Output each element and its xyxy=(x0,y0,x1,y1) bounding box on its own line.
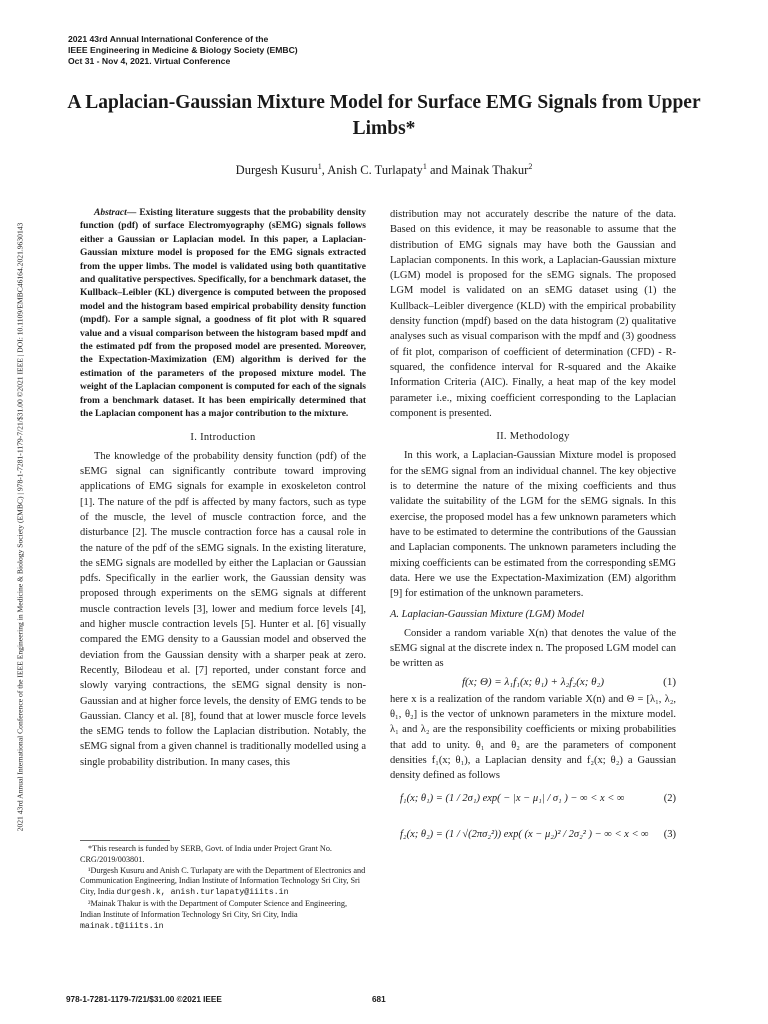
subsection-a-para-1: Consider a random variable X(n) that denotes the value of the sEMG signal at the discrete index n. The proposed LGM model can be written as xyxy=(390,627,676,670)
section-1-heading: I. Introduction xyxy=(190,431,256,443)
page-number: 681 xyxy=(372,995,386,1004)
doi-sidebar xyxy=(13,96,27,958)
author-1: Durgesh Kusuru xyxy=(235,163,318,178)
author-3: Mainak Thakur xyxy=(451,163,529,178)
footnote-rule xyxy=(80,840,170,841)
abstract-label: Abstract xyxy=(94,208,127,218)
conference-line-3: Oct 31 - Nov 4, 2021. Virtual Conference xyxy=(68,56,231,67)
author-3-affil: 2 xyxy=(528,162,533,171)
subsection-a-heading: A. Laplacian-Gaussian Mixture (LGM) Model xyxy=(390,609,585,621)
equation-2 xyxy=(390,783,676,819)
equation-2-body: f₁(x; θ₁) = (1 / 2σ₁) exp( − |x − μ₁| / σ₁ ) − ∞ < x < ∞ xyxy=(400,793,625,805)
paper-title: A Laplacian-Gaussian Mixture Model for Surface EMG Signals from Upper Limbs* xyxy=(67,92,701,139)
author-2: Anish C. Turlapaty xyxy=(327,163,423,178)
footnote-affil-2-text: ²Mainak Thakur is with the Department of Computer Science and Engineering, Indian Institute of Information Technology Sri City, Sri City, India xyxy=(80,898,348,919)
footnote-affil-1-text: ¹Durgesh Kusuru and Anish C. Turlapaty are with the Department of Electronics and Communication Engineering, Indian Institute of Information Technology Sri City, Sri City, India xyxy=(80,865,366,897)
abstract xyxy=(80,207,366,422)
methodology-text: In this work, a Laplacian-Gaussian Mixture model is proposed for the sEMG signal from an individual channel. The key objective is to determine the nature of the mixing coefficients and thus validate the suitability of the LGM for the sEMG signals. In this exercise, the proposed model has a few unknown parameters which have to be estimated to determine the contributions of the Gaussian and Laplacian components. The unknown parameters including the mixing coefficients can be estimated from the corresponding sEMG data. Here we use the Expectation-Maximization (EM) algorithm [9] for estimation of the unknown parameters. xyxy=(390,450,676,600)
sidebar-text: 2021 43rd Annual International Conference of the IEEE Engineering in Medicine & Biology Society (EMBC) | 978-1-7281-1179-7/21/$31.00 ©2021 IEEE | DOI: 10.1109/EMBC46164.2021.9630143 xyxy=(15,222,25,832)
equation-1-body: f(x; Θ) = λ₁f₁(x; θ₁) + λ₂f₂(x; θ₂) xyxy=(461,675,605,688)
introduction-text: The knowledge of the probability density function (pdf) of the sEMG signal can significantly contribute toward improving applications of EMG signals for example in exoskeleton control [1]. The nature of the pdf is affected by many factors, such as type of the muscle, the level of muscle contraction force, and the disturbance [2]. The muscle contraction force has a causal role in the nature of the pdf of the sEMG signals. In the existing literature, the sEMG signals are modelled by either the Laplacian or Gaussian pdfs. Specifically in the earlier work, the Gaussian density was proposed through experiments on the sEMG signals at different muscle contraction levels [3], lower and medium force levels [4], and higher muscle contraction levels [5]. Hunter et al. [6] visually compared the EMG density to a Gaussian model and observed the deviation from the Gaussian density with a sharper peak at zero. Recently, Bilodeau et al. [7] reported, under constant force and slowly varying contractions, the sEMG signal density is non-Gaussian and at higher force levels, the density of EMG tends to be Gaussian. Clancy et al. [8], found that at lower muscle force levels the sEMG tends to follow the Laplacian distribution. Notably, the sEMG signal from a given channel is traditionally modelled using a single probability distribution. In many cases, this xyxy=(80,450,366,768)
right-column xyxy=(390,207,676,855)
author-line: Durgesh Kusuru$^1$, Anish C. Turlapaty$^1$ and Mainak Thakur$^2$ xyxy=(235,162,533,178)
equation-3-number: (3) xyxy=(663,829,676,841)
equation-3 xyxy=(390,819,676,855)
equation-2-number: (2) xyxy=(663,793,676,805)
abstract-text: — Existing literature suggests that the probability density function (pdf) of surface Electromyography (sEMG) signals follows either a Gaussian or Laplacian model. In this paper, a Laplacian-Gaussian mixture model is proposed for the EMG signals extracted from the upper limbs. The model is validated using both quantitative and qualitative perspectives. Specifically, for a benchmark dataset, the Kullback–Leibler (KL) divergence is computed between the proposed model and the histogram based empirical probability density function (mpdf). For a sample signal, a goodness of fit plot with R squared value and a visual comparison between the histogram based mpdf and the estimated pdf from the proposed model are presented. Moreover, the Expectation-Maximization (EM) algorithm is derived for the estimation of the parameters of the proposed mixture model. The weight of the Laplacian component is computed for each of the signals from a benchmark dataset. It has been empirically determined that the Laplacian component has a major contribution to the mixture. xyxy=(80,208,366,420)
footnote-email-2[interactable]: mainak.t@iiits.in xyxy=(80,921,164,931)
subsection-a-para-2: here x is a realization of the random variable X(n) and Θ = [λ₁, λ₂, θ₁, θ₂] is the vector of unknown parameters in the mixture model. λ₁ and λ₂ are the responsibility coefficients or mixing probabilities that add to unity. θ₁ and θ₂ are the parameters of component densities f₁(x; θ₁), a Laplacian density and f₂(x; θ₂) a Gaussian density defined as follows xyxy=(390,693,676,782)
author-2-affil: 1 xyxy=(422,162,427,171)
footnote-affil-2 xyxy=(80,899,366,932)
equation-1-number: (1) xyxy=(663,675,676,688)
conference-header xyxy=(68,34,448,68)
equation-3-body: f₂(x; θ₂) = (1 / √(2πσ₂²)) exp( (x − μ₂)² / 2σ₂² ) − ∞ < x < ∞ xyxy=(400,829,649,841)
equation-1 xyxy=(390,672,676,692)
right-para-1: distribution may not accurately describe the nature of the data. Based on this evidence, it may be reasonable to assume that the distribution of EMG signals may have both the Gaussian and Laplacian components. In this work, a Laplacian-Gaussian mixture (LGM) model is proposed for the sEMG signals. The proposed LGM model is validated on an sEMG dataset using (1) the Kullback–Leibler divergence (KLD) with the empirical probability density function (mpdf) based on the data histogram (2) qualitative analyses such as visual comparison with the mpdf and (3) goodness of fit plot, comparison of coefficient of determination (CFD) - R-squared, the confidence interval for R-squared and the Akaike Information Criteria (AIC). Finally, a heat map of the key model parameter i.e., mixing coefficient corresponding to the Laplacian component is presented. xyxy=(390,209,676,419)
author-1-affil: 1 xyxy=(317,162,322,171)
footnote-funding: *This research is funded by SERB, Govt. of India under Project Grant No. CRG/2019/003801. xyxy=(80,844,332,864)
footnotes xyxy=(80,840,366,932)
author-and: and xyxy=(429,163,448,178)
footnote-affil-1 xyxy=(80,866,366,899)
section-2-heading: II. Methodology xyxy=(496,431,570,443)
left-column xyxy=(80,207,366,770)
footnote-email-1[interactable]: durgesh.k, anish.turlapaty@iiits.in xyxy=(116,888,289,898)
conference-line-2: IEEE Engineering in Medicine & Biology Society (EMBC) xyxy=(68,45,298,56)
conference-line-1: 2021 43rd Annual International Conference of the xyxy=(68,34,269,44)
footer-isbn: 978-1-7281-1179-7/21/$31.00 ©2021 IEEE xyxy=(66,995,222,1004)
